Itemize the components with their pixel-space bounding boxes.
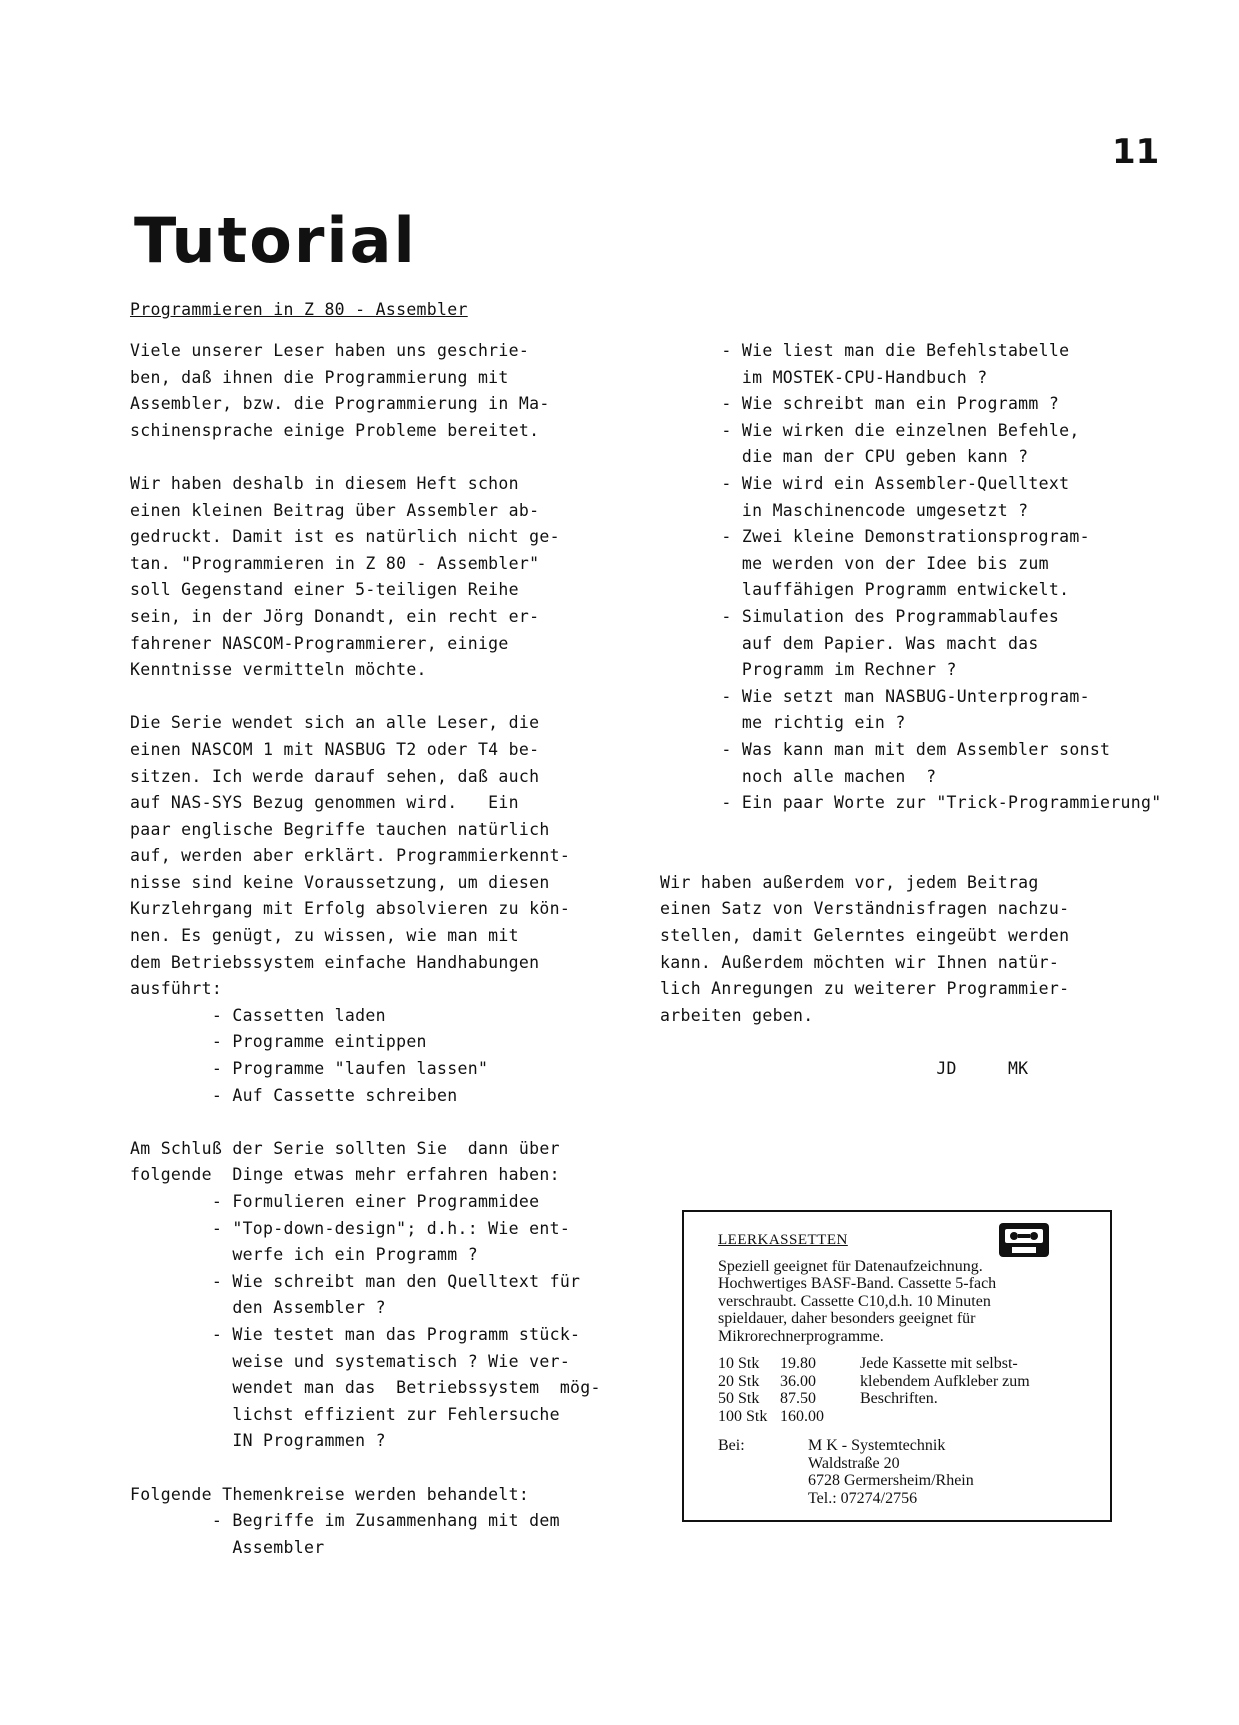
text-line: den Assembler ? xyxy=(130,1298,386,1318)
text-line: ausführt: xyxy=(130,979,223,999)
text-line: im MOSTEK-CPU-Handbuch ? xyxy=(660,367,988,387)
article-subtitle: Programmieren in Z 80 - Assembler xyxy=(130,300,468,319)
price-note: Beschriften. xyxy=(860,1390,938,1407)
ad-heading: LEERKASSETTEN xyxy=(718,1232,848,1248)
text-line: - Wie schreibt man den Quelltext für xyxy=(130,1271,581,1291)
text-line: Assembler xyxy=(130,1537,325,1557)
text-line: einen NASCOM 1 mit NASBUG T2 oder T4 be- xyxy=(130,739,540,759)
vendor-line: Waldstraße 20 xyxy=(808,1454,900,1472)
text-line: einen Satz von Verständnisfragen nachzu- xyxy=(660,899,1070,919)
text-line: Wir haben außerdem vor, jedem Beitrag xyxy=(660,872,1039,892)
text-line: Wir haben deshalb in diesem Heft schon xyxy=(130,473,519,493)
text-line: Die Serie wendet sich an alle Leser, die xyxy=(130,713,540,733)
price-row xyxy=(718,1390,1090,1408)
text-line: folgende Dinge etwas mehr erfahren haben: xyxy=(130,1165,560,1185)
text-line: noch alle machen ? xyxy=(660,766,937,786)
text-line: me werden von der Idee bis zum xyxy=(660,553,1049,573)
text-line: - Formulieren einer Programmidee xyxy=(130,1192,540,1211)
text-line: lauffähigen Programm entwickelt. xyxy=(660,580,1070,600)
text-line: Kurzlehrgang mit Erfolg absolvieren zu kön- xyxy=(130,899,571,919)
text-line: sitzen. Ich werde darauf sehen, daß auch xyxy=(130,766,540,786)
page-title: Tutorial xyxy=(134,204,417,277)
price-value: 36.00 xyxy=(780,1372,816,1390)
text-line: Kenntnisse vermitteln möchte. xyxy=(130,660,427,680)
text-line: nen. Es genügt, zu wissen, wie man mit xyxy=(130,926,519,946)
text-line: auf dem Papier. Was macht das xyxy=(660,633,1039,653)
text-line: lichst effizient zur Fehlersuche xyxy=(130,1404,560,1424)
text-line: nisse sind keine Voraussetzung, um diesen xyxy=(130,872,550,892)
price-row xyxy=(718,1408,1090,1426)
price-quantity: 100 Stk xyxy=(718,1407,768,1425)
price-list xyxy=(718,1355,1090,1425)
vendor-line: Tel.: 07274/2756 xyxy=(808,1489,918,1507)
text-line: in Maschinencode umgesetzt ? xyxy=(660,500,1029,520)
blank-line xyxy=(130,684,601,711)
text-line: einen kleinen Beitrag über Assembler ab- xyxy=(130,500,540,520)
ad-description-line: Hochwertiges BASF-Band. Cassette 5-fach xyxy=(718,1275,997,1292)
text-line: gedruckt. Damit ist es natürlich nicht ge- xyxy=(130,527,560,547)
text-line: sein, in der Jörg Donandt, ein recht er- xyxy=(130,606,540,626)
text-line: tan. "Programmieren in Z 80 - Assembler" xyxy=(130,553,540,573)
cassette-icon xyxy=(998,1222,1050,1258)
text-line: soll Gegenstand einer 5-teiligen Reihe xyxy=(130,580,519,600)
text-line: - Cassetten laden xyxy=(130,1005,386,1025)
price-value: 87.50 xyxy=(780,1390,816,1407)
text-line: paar englische Begriffe tauchen natürlich xyxy=(130,819,550,839)
text-line: fahrener NASCOM-Programmierer, einige xyxy=(130,633,509,653)
blank-line xyxy=(660,843,1161,870)
price-quantity: 20 Stk xyxy=(718,1372,760,1390)
vendor-address xyxy=(808,1437,974,1507)
text-line: wendet man das Betriebssystem mög- xyxy=(130,1378,601,1398)
right-column xyxy=(660,338,1161,1083)
price-row xyxy=(718,1355,1090,1373)
ad-description xyxy=(718,1258,1090,1346)
blank-line xyxy=(130,444,601,471)
page-number: 11 xyxy=(1112,132,1160,172)
price-value: 19.80 xyxy=(780,1355,816,1372)
text-line: Viele unserer Leser haben uns geschrie- xyxy=(130,341,530,360)
text-line: IN Programmen ? xyxy=(130,1431,386,1451)
blank-line xyxy=(660,1029,1161,1056)
blank-line xyxy=(130,1455,601,1482)
text-line: - Programme "laufen lassen" xyxy=(130,1059,489,1079)
text-line: - Auf Cassette schreiben xyxy=(130,1085,458,1105)
text-line: weise und systematisch ? Wie ver- xyxy=(130,1351,571,1371)
text-line: Programm im Rechner ? xyxy=(660,660,957,680)
price-note: klebendem Aufkleber zum xyxy=(860,1372,1030,1390)
vendor-line: 6728 Germersheim/Rhein xyxy=(808,1472,974,1489)
text-line: Folgende Themenkreise werden behandelt: xyxy=(130,1484,530,1504)
text-line: - "Top-down-design"; d.h.: Wie ent- xyxy=(130,1218,571,1238)
text-line: - Simulation des Programmablaufes xyxy=(660,606,1060,626)
price-quantity: 10 Stk xyxy=(718,1355,760,1372)
price-note: Jede Kassette mit selbst- xyxy=(860,1355,1018,1372)
vendor-label: Bei: xyxy=(718,1437,745,1454)
text-line: - Zwei kleine Demonstrationsprogram- xyxy=(660,527,1090,547)
text-line: - Ein paar Worte zur "Trick-Programmierung" xyxy=(660,793,1162,813)
text-line: auf NAS-SYS Bezug genommen wird. Ein xyxy=(130,793,519,813)
text-line: - Wie testet man das Programm stück- xyxy=(130,1324,581,1344)
price-note xyxy=(860,1408,1090,1426)
text-line: JD MK xyxy=(660,1059,1029,1079)
text-line: me richtig ein ? xyxy=(660,713,906,733)
text-line: auf, werden aber erklärt. Programmierkennt- xyxy=(130,846,571,866)
ad-description-line: verschraubt. Cassette C10,d.h. 10 Minuten xyxy=(718,1292,991,1310)
text-line: - Wie schreibt man ein Programm ? xyxy=(660,394,1060,414)
text-line: arbeiten geben. xyxy=(660,1005,814,1025)
ad-description-line: Speziell geeignet für Datenaufzeichnung. xyxy=(718,1257,983,1275)
text-line: - Wie setzt man NASBUG-Unterprogram- xyxy=(660,686,1090,706)
vendor-block xyxy=(718,1437,1090,1507)
text-line: lich Anregungen zu weiterer Programmier- xyxy=(660,979,1070,999)
ad-description-line: spieldauer, daher besonders geeignet für xyxy=(718,1310,976,1327)
blank-line xyxy=(130,1109,601,1136)
blank-line xyxy=(660,817,1161,844)
text-line: Assembler, bzw. die Programmierung in Ma- xyxy=(130,394,550,414)
price-row xyxy=(718,1373,1090,1391)
price-quantity: 50 Stk xyxy=(718,1390,760,1407)
text-line: - Wie liest man die Befehlstabelle xyxy=(660,341,1070,360)
text-line: dem Betriebssystem einfache Handhabungen xyxy=(130,952,540,972)
ad-description-line: Mikrorechnerprogramme. xyxy=(718,1327,884,1345)
text-line: werfe ich ein Programm ? xyxy=(130,1245,478,1265)
text-line: - Was kann man mit dem Assembler sonst xyxy=(660,739,1111,759)
text-line: - Wie wirken die einzelnen Befehle, xyxy=(660,420,1080,440)
text-line: stellen, damit Gelerntes eingeübt werden xyxy=(660,926,1070,946)
text-line: - Programme eintippen xyxy=(130,1032,427,1052)
text-line: - Begriffe im Zusammenhang mit dem xyxy=(130,1511,560,1531)
text-line: die man der CPU geben kann ? xyxy=(660,447,1029,467)
price-value: 160.00 xyxy=(780,1407,824,1425)
text-line: Am Schluß der Serie sollten Sie dann über xyxy=(130,1138,560,1158)
vendor-line: M K - Systemtechnik xyxy=(808,1437,946,1454)
text-line: kann. Außerdem möchten wir Ihnen natür- xyxy=(660,952,1060,972)
text-line: - Wie wird ein Assembler-Quelltext xyxy=(660,473,1070,493)
text-line: schinensprache einige Probleme bereitet. xyxy=(130,420,540,440)
advertisement-box xyxy=(682,1210,1112,1522)
left-column xyxy=(130,338,601,1561)
text-line: ben, daß ihnen die Programmierung mit xyxy=(130,367,509,387)
